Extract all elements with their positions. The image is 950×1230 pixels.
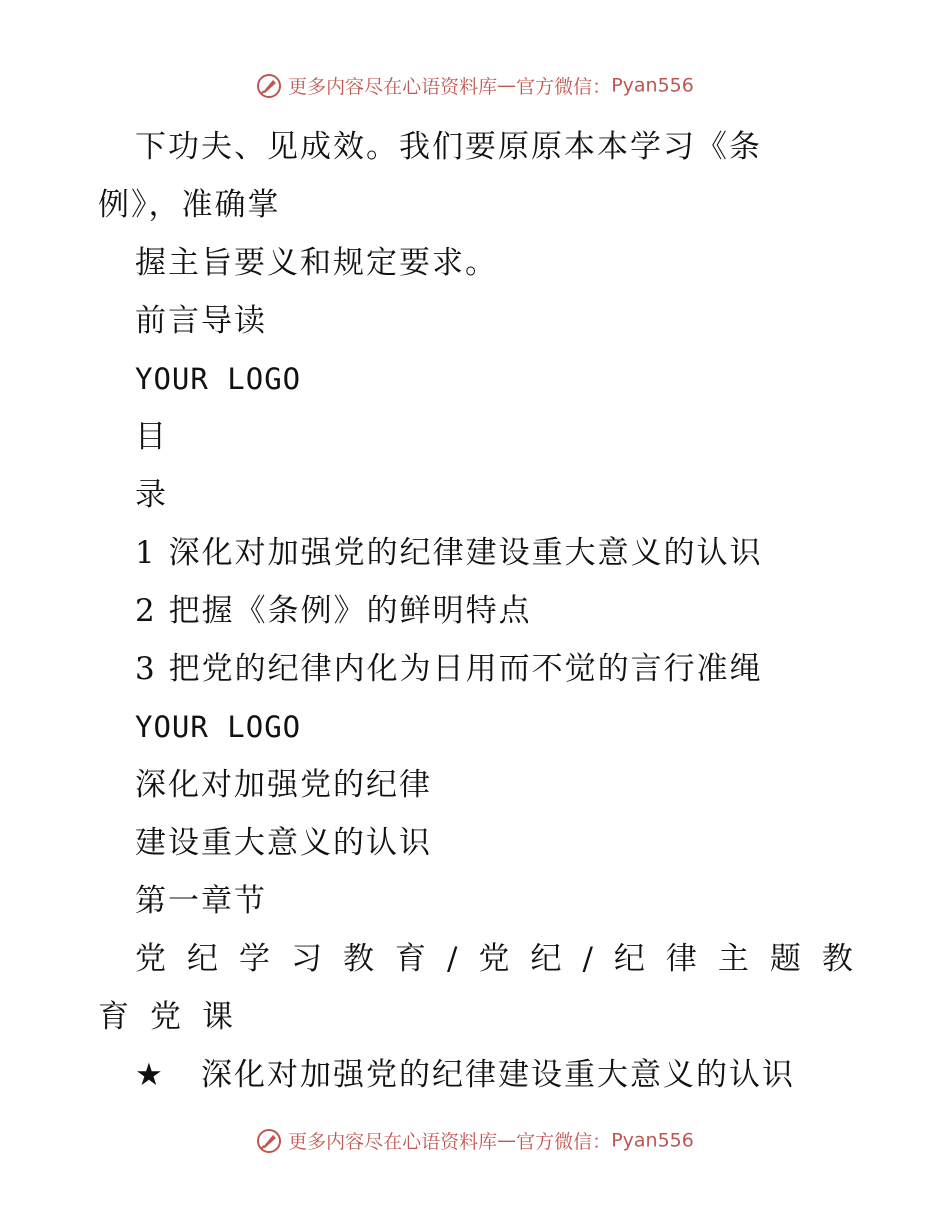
watermark-text: 更多内容尽在心语资料库 bbox=[288, 76, 498, 98]
watermark-footer bbox=[0, 1127, 950, 1154]
toc-heading-part2: 录 bbox=[135, 477, 168, 513]
chapter-label: 第一章节 bbox=[135, 883, 267, 919]
logo-placeholder-text-2: YOUR LOGO bbox=[135, 710, 302, 744]
chapter-title-line-1: 深化对加强党的纪律 bbox=[135, 767, 432, 803]
watermark-text: 更多内容尽在心语资料库 bbox=[288, 1131, 498, 1153]
toc-item-1: 1 深化对加强党的纪律建设重大意义的认识 bbox=[135, 535, 763, 571]
course-title-line-1: 党纪学习教育/党纪/纪律主题教 bbox=[135, 941, 874, 977]
logo-placeholder-text: YOUR LOGO bbox=[135, 362, 302, 396]
toc-item-2: 2 把握《条例》的鲜明特点 bbox=[135, 593, 532, 629]
watermark-label: 官方微信： bbox=[516, 1131, 612, 1153]
watermark-separator: — bbox=[497, 1129, 517, 1152]
quill-pen-icon bbox=[256, 1128, 282, 1154]
star-icon: ★ bbox=[135, 1057, 165, 1093]
watermark-header bbox=[0, 72, 950, 99]
document-body bbox=[98, 118, 874, 1104]
paragraph-line-1: 下功夫、见成效。我们要原原本本学习《条 bbox=[135, 129, 762, 165]
toc-item-3: 3 把党的纪律内化为日用而不觉的言行准绳 bbox=[135, 651, 763, 687]
paragraph-line-2: 例》，准确掌 bbox=[98, 187, 281, 223]
watermark-account: Pyan556 bbox=[611, 74, 694, 97]
chapter-title-line-2: 建设重大意义的认识 bbox=[135, 825, 432, 861]
watermark-label: 官方微信： bbox=[516, 76, 612, 98]
course-title-line-2: 育党课 bbox=[98, 999, 254, 1035]
watermark-separator: — bbox=[497, 74, 517, 97]
quill-pen-icon bbox=[256, 73, 282, 99]
starred-heading-text: 深化对加强党的纪律建设重大意义的认识 bbox=[201, 1057, 795, 1093]
starred-heading bbox=[98, 1046, 818, 1104]
section-heading-preface: 前言导读 bbox=[135, 303, 267, 339]
watermark-account: Pyan556 bbox=[611, 1129, 694, 1152]
toc-heading-part1: 目 bbox=[135, 419, 168, 455]
paragraph-line-3: 握主旨要义和规定要求。 bbox=[135, 245, 498, 281]
